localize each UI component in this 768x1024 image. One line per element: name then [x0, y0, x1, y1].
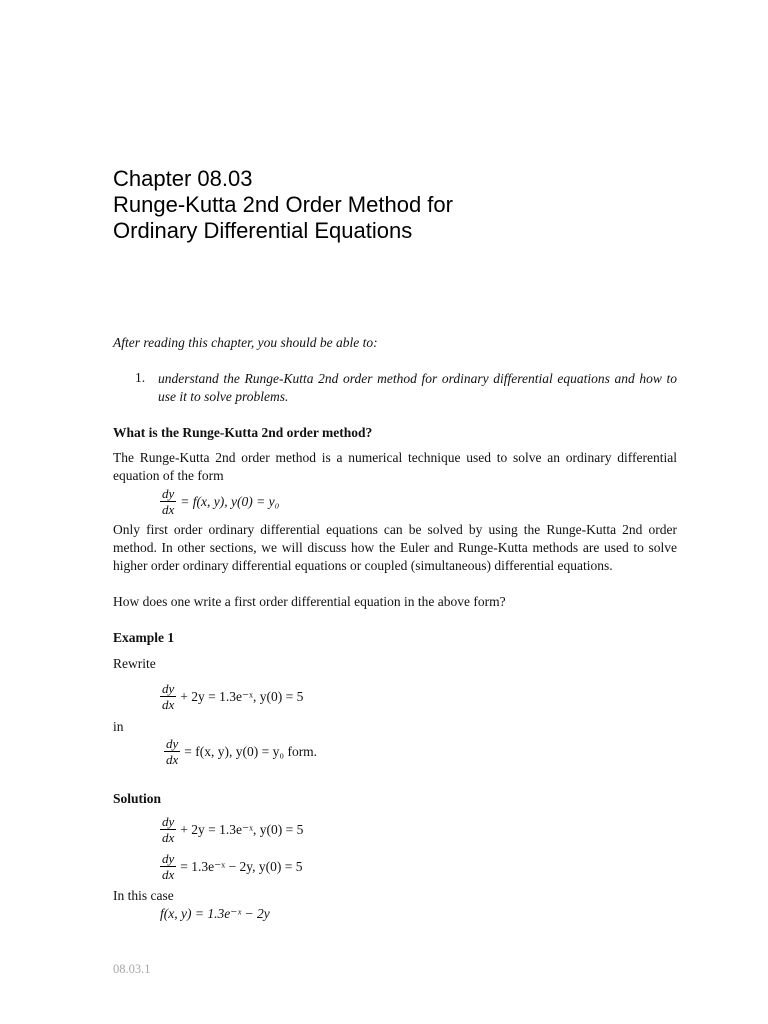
- chapter-number: Chapter 08.03: [113, 166, 253, 191]
- derivative-fraction: $\frac{dy}{dx}$: [162, 814, 175, 845]
- solution-heading: Solution: [113, 791, 162, 806]
- equation-solution-1: $\frac{dy}{dx}$ + 2y = 1.3e⁻ˣ, y(0) = 5: [162, 814, 304, 845]
- derivative-fraction: $\frac{dy}{dx}$: [162, 681, 175, 712]
- equation-solution-2: $\frac{dy}{dx}$ = 1.3e⁻ˣ − 2y, y(0) = 5: [162, 851, 303, 882]
- equation-example: $\frac{dy}{dx}$ + 2y = 1.3e⁻ˣ, y(0) = 5: [162, 681, 304, 712]
- in-this-case-label: In this case: [113, 888, 174, 903]
- in-label: in: [113, 719, 124, 734]
- intro-text: After reading this chapter, you should be able to:: [113, 335, 378, 350]
- chapter-title-line-1: Runge-Kutta 2nd Order Method for: [113, 192, 453, 217]
- page-number: 08.03.1: [113, 962, 151, 976]
- objective-number: 1.: [135, 370, 146, 385]
- rewrite-label: Rewrite: [113, 656, 156, 671]
- paragraph-question: How does one write a first order differential equation in the above form?: [113, 594, 506, 609]
- equation-target-form: $\frac{dy}{dx}$ = f(x, y), y(0) = y₀ form.: [166, 736, 318, 767]
- section-heading: What is the Runge-Kutta 2nd order method?: [113, 425, 373, 440]
- derivative-fraction: $\frac{dy}{dx}$: [162, 486, 175, 517]
- paragraph-first-order: Only first order ordinary differential equations can be solved by using the Runge-Kutta 2nd order method. In other sections, we will discuss how the Euler and Runge-Kutta methods are used to solve higher order ordinary differential equations or coupled (simultaneous) differential equations.: [113, 522, 677, 573]
- derivative-fraction: $\frac{dy}{dx}$: [162, 851, 175, 882]
- objective-text: understand the Runge-Kutta 2nd order method for ordinary differential equations and how to use it to solve problems.: [158, 371, 677, 404]
- chapter-title: [113, 166, 453, 244]
- chapter-title-line-2: Ordinary Differential Equations: [113, 218, 413, 243]
- derivative-fraction: $\frac{dy}{dx}$: [166, 736, 179, 767]
- paragraph-intro-method: The Runge-Kutta 2nd order method is a numerical technique used to solve an ordinary differential equation of the form: [113, 450, 677, 483]
- equation-f-definition: f(x, y) = 1.3e⁻ˣ − 2y: [160, 906, 270, 921]
- example-heading: Example 1: [113, 630, 175, 645]
- equation-general-form: $\frac{dy}{dx}$ = f(x, y), y(0) = y₀: [162, 486, 280, 517]
